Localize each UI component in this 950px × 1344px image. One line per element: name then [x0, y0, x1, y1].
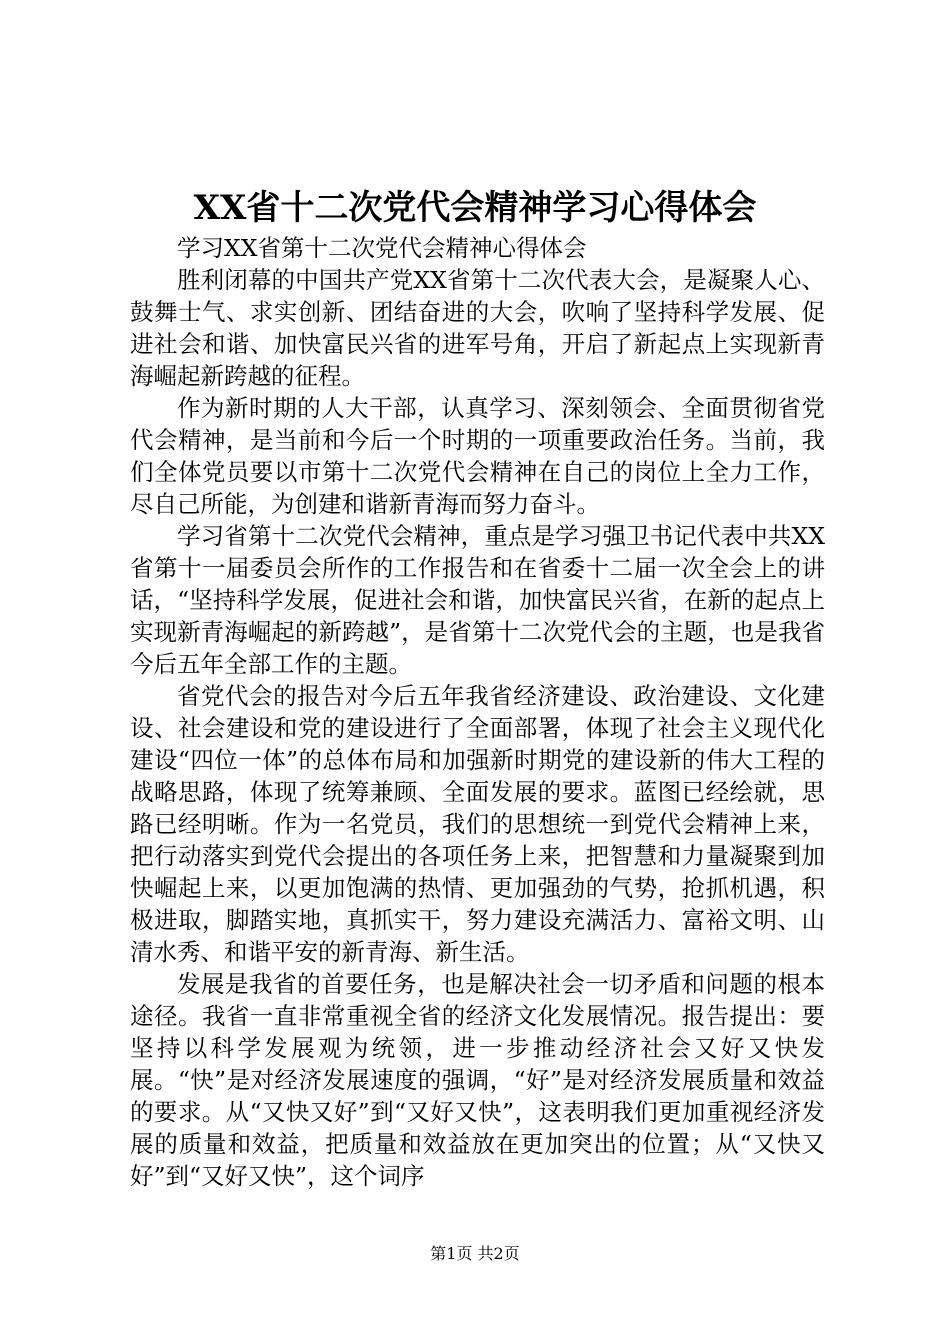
document-body [130, 232, 825, 1192]
body-paragraph: 胜利闭幕的中国共产党XX省第十二次代表大会，是凝聚人心、鼓舞士气、求实创新、团结奋进的大会，吹响了坚持科学发展、促进社会和谐、加快富民兴省的进军号角，开启了新起点上实现新青海崛起新跨越的征程。 [130, 266, 825, 390]
body-paragraph: 作为新时期的人大干部，认真学习、深刻领会、全面贯彻省党代会精神，是当前和今后一个时期的一项重要政治任务。当前，我们全体党员要以市第十二次党代会精神在自己的岗位上全力工作，尽自己所能，为创建和谐新青海而努力奋斗。 [130, 394, 825, 518]
body-paragraph: 学习省第十二次党代会精神，重点是学习强卫书记代表中共XX省第十一届委员会所作的工作报告和在省委十二届一次全会上的讲话，“坚持科学发展，促进社会和谐，加快富民兴省，在新的起点上实现新青海崛起的新跨越”，是省第十二次党代会的主题，也是我省今后五年全部工作的主题。 [130, 522, 825, 678]
body-paragraph: 省党代会的报告对今后五年我省经济建设、政治建设、文化建设、社会建设和党的建设进行了全面部署，体现了社会主义现代化建设“四位一体”的总体布局和加强新时期党的建设新的伟大工程的战略思路，体现了统筹兼顾、全面发展的要求。蓝图已经绘就，思路已经明晰。作为一名党员，我们的思想统一到党代会精神上来，把行动落实到党代会提出的各项任务上来，把智慧和力量凝聚到加快崛起上来，以更加饱满的热情、更加强劲的气势，抢抓机遇，积极进取，脚踏实地，真抓实干，努力建设充满活力、富裕文明、山清水秀、和谐平安的新青海、新生活。 [130, 682, 825, 966]
subtitle-paragraph: 学习XX省第十二次党代会精神心得体会 [177, 234, 587, 262]
document-title: XX省十二次党代会精神学习心得体会 [193, 188, 757, 228]
page-number-footer: 第1页 共2页 [430, 1244, 520, 1263]
body-paragraph: 发展是我省的首要任务，也是解决社会一切矛盾和问题的根本途径。我省一直非常重视全省的经济文化发展情况。报告提出：要坚持以科学发展观为统领，进一步推动经济社会又好又快发展。“快”是对经济发展速度的强调，“好”是对经济发展质量和效益的要求。从“又快又好”到“又好又快”，这表明我们更加重视经济发展的质量和效益，把质量和效益放在更加突出的位置；从“又快又好”到“又好又快”，这个词序 [130, 970, 825, 1190]
